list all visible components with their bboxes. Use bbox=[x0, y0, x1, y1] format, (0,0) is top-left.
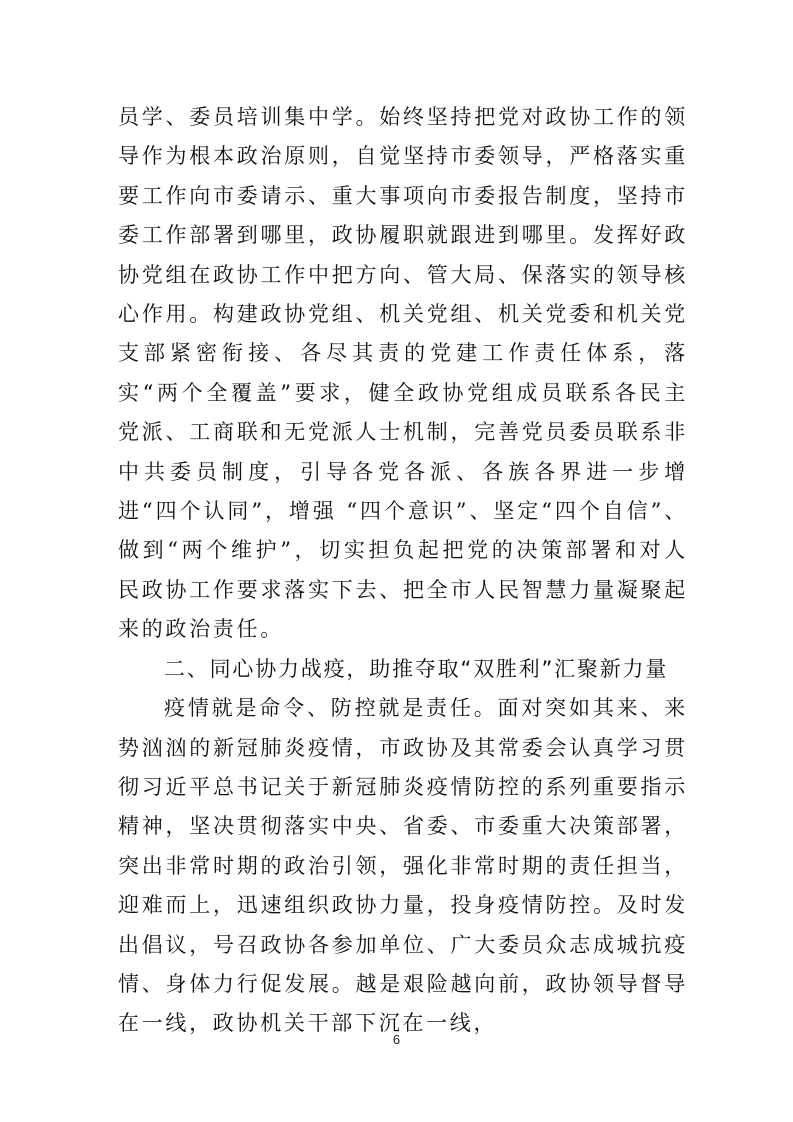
section-heading: 二、同心协力战疫，助推夺取“双胜利”汇聚新力量 bbox=[164, 656, 669, 681]
page-number: 6 bbox=[392, 1032, 401, 1047]
paragraph-section-2: 疫情就是命令、防控就是责任。面对突如其来、来势汹汹的新冠肺炎疫情，市政协及其常委会认真学习贯彻习近平总书记关于新冠肺炎疫情防控的系列重要指示精神，坚决贯彻落实中央、省委、市委重大决策部署，突出非常时期的政治引领，强化非常时期的责任担当，迎难而上，迅速组织政协力量，投身疫情防控。及时发出倡议，号召政协各参加单位、广大委员众志成城抗疫情、身体力行促发展。越是艰险越向前，政协领导督导在一线，政协机关干部下沉在一线， bbox=[118, 696, 688, 1036]
paragraph-continued: 员学、委员培训集中学。始终坚持把党对政协工作的领导作为根本政治原则，自觉坚持市委领导，严格落实重要工作向市委请示、重大事项向市委报告制度，坚持市委工作部署到哪里，政协履职就跟进到哪里。发挥好政协党组在政协工作中把方向、管大局、保落实的领导核心作用。构建政协党组、机关党组、机关党委和机关党支部紧密衔接、各尽其责的党建工作责任体系，落实“两个全覆盖”要求，健全政协党组成员联系各民主党派、工商联和无党派人士机制，完善党员委员联系非中共委员制度，引导各党各派、各族各界进一步增进“四个认同”，增强 “四个意识”、坚定“四个自信”、做到“两个维护”，切实担负起把党的决策部署和对人民政协工作要求落实下去、把全市人民智慧力量凝聚起来的政治责任。 bbox=[118, 105, 688, 642]
document-body bbox=[118, 98, 688, 1044]
